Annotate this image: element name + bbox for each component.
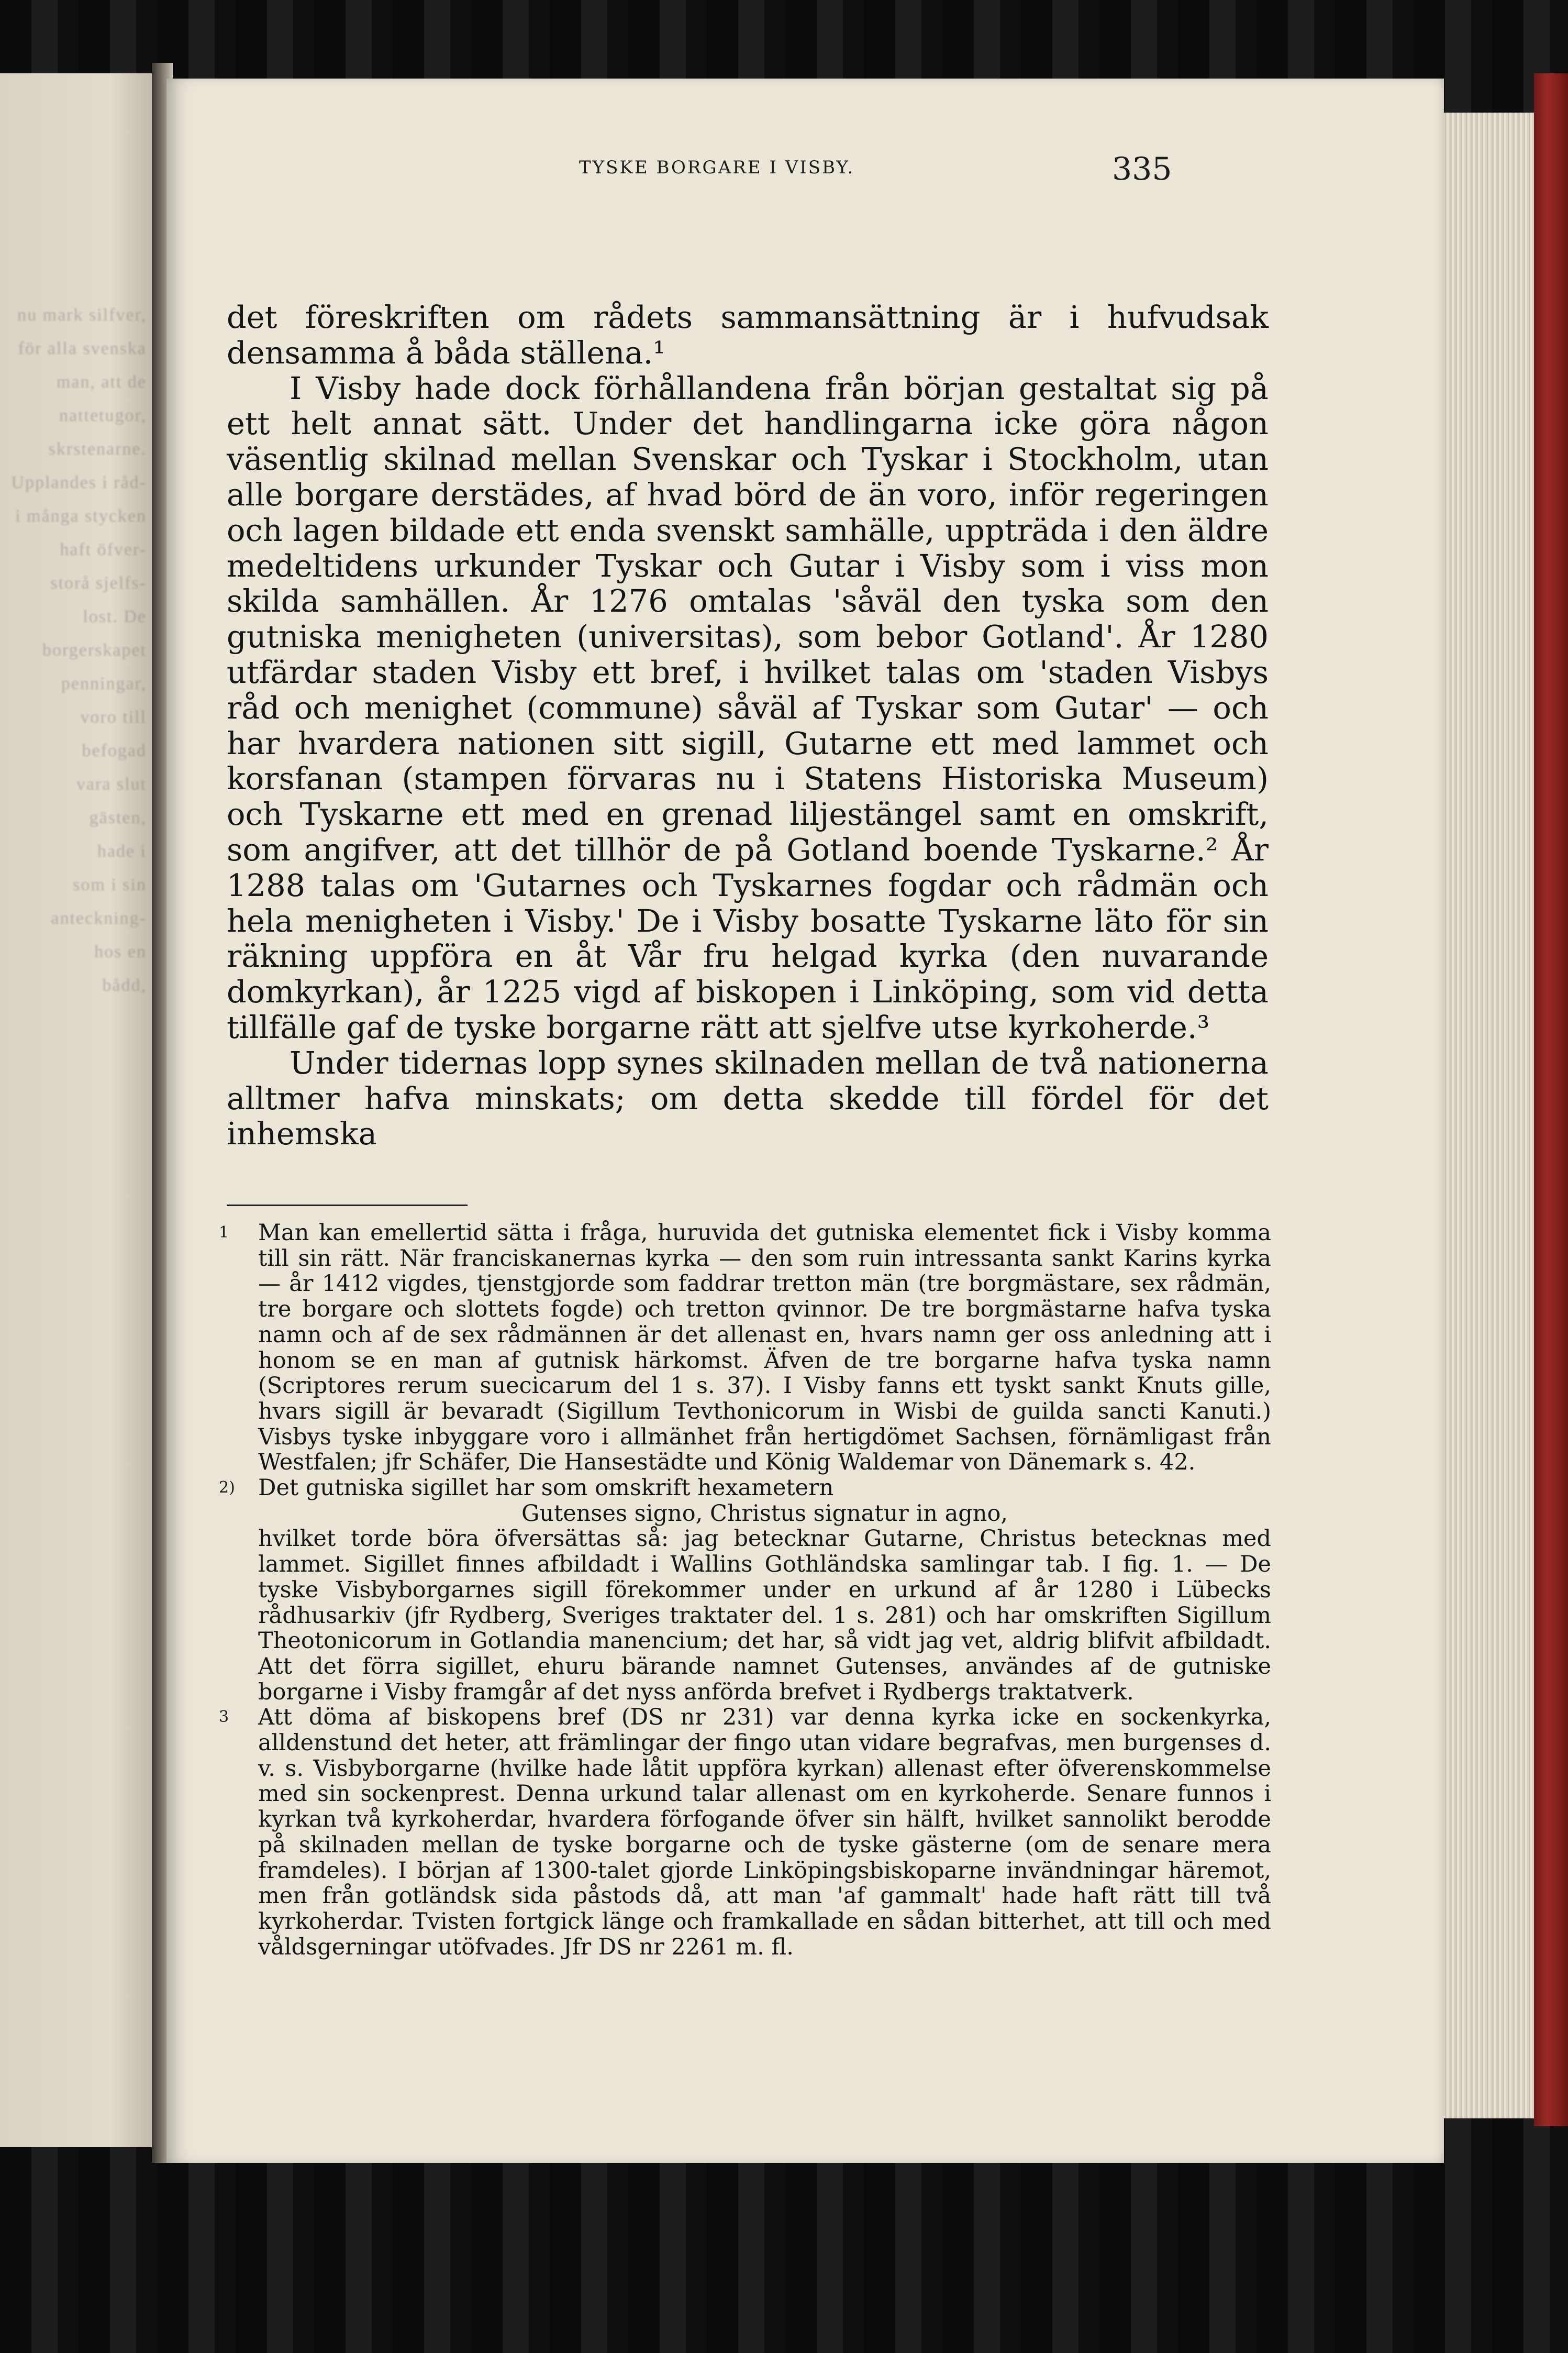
footnote — [219, 1475, 1271, 1501]
left-page-line: voro till — [80, 708, 147, 727]
left-page-line: Upplandes i råd- — [11, 473, 147, 492]
left-page-line: skrstenarne. — [48, 439, 147, 459]
left-page-line: befogad — [82, 741, 147, 760]
footnote-text: Man kan emellertid sätta i fråga, huruvida det gutniska elementet fick i Visby komma till sin rätt. När franciskanernas kyrka — den som ruin intressanta sankt Karins kyrka — år 1412 vigdes, tjenstgjorde som faddrar tretton män (tre borgmästare, sex rådmän, tre borgare och slottets fogde) och tretton qvinnor. De tre borgmästarne hafva tyska namn och af de sex rådmännen är det allenast en, hvars namn ger oss anledning att i honom se en man af gutnisk härkomst. Äfven de tre borgarne hafva tyska namn (Scriptores rerum suecicarum del 1 s. 37). I Visby fanns ett tyskt sankt Knuts gille, hvars sigill är bevaradt (Sigillum Tevthonicorum in Wisbi de guilda sancti Kanuti.) Visbys tyske inbyggare voro i allmänhet från hertigdömet Sachsen, förnämligast från Westfalen; jfr Schäfer, Die Hansestädte und König Waldemar von Dänemark s. 42. — [258, 1220, 1271, 1476]
left-page-line: som i sin — [73, 875, 147, 894]
left-page-line: bådd, — [102, 976, 147, 995]
body-text — [227, 300, 1269, 1152]
left-page-line: i många stycken — [15, 506, 147, 526]
footnote — [219, 1220, 1271, 1475]
left-page-line: för alla svenska — [18, 339, 147, 358]
running-head: TYSKE BORGARE I VISBY. — [579, 157, 855, 178]
paragraph: I Visby hade dock förhållandena från början gestaltat sig på ett helt annat sätt. Under det handlingarna icke göra någon väsentlig skilnad mellan Svenskar och Tyskar i Stockholm, utan alle borgare derstädes, af hvad börd de än voro, inför regeringen och lagen bildade ett enda svenskt samhälle, uppträda i den äldre medeltidens urkunder Tyskar och Gutar i Visby som i viss mon skilda samhällen. År 1276 omtalas 'såväl den tyska som den gutniska menigheten (universitas), som bebor Gotland'. År 1280 utfärdar staden Visby ett bref, i hvilket talas om 'staden Visbys råd och menighet (commune) såväl af Tyskar som Gutar' — och har hvardera nationen sitt sigill, Gutarne ett med lammet och korsfanan (stampen förvaras nu i Statens Historiska Museum) och Tyskarne ett med en grenad liljestängel samt en omskrift, som angifver, att det tillhör de på Gotland boende Tyskarne.² År 1288 talas om 'Gutarnes och Tyskarnes fogdar och rådmän och hela menigheten i Visby.' De i Visby bosatte Tyskarne läto för sin räkning uppföra en åt Vår fru helgad kyrka (den nuvarande domkyrkan), år 1225 vigd af biskopen i Linköping, som vid detta tillfälle gaf de tyske borgarne rätt att sjelfve utse kyrkoherde.³ — [227, 370, 1269, 1045]
left-page-line: man, att de — [56, 372, 147, 392]
footnote-verse: Gutenses signo, Christus signatur in agno, — [521, 1500, 1008, 1527]
left-page-line: borgerskapet — [42, 640, 147, 660]
left-page-line: vara slut — [76, 775, 147, 794]
footnote-marker: 2) — [219, 1478, 235, 1497]
footnote-rule — [227, 1205, 468, 1206]
left-page-line: hade i — [97, 842, 147, 861]
footnote-continuation: hvilket torde böra öfversättas så: jag betecknar Gutarne, Christus betecknas med lammet. Sigillet finnes afbildadt i Wallins Gothländska samlingar tab. I fig. 1. — De tyske Visbyborgarnes sigill förekommer under en urkund af år 1280 i Lübecks rådhusarkiv (jfr Rydberg, Sveriges traktater del. 1 s. 281) och har omskriften Sigillum Theotonicorum in Gotlandia manencium; det har, så vidt jag vet, aldrig blifvit afbildadt. Att det förra sigillet, ehuru bärande namnet Gutenses, användes af de gutniske borgarne i Visby framgår af det nyss anförda brefvet i Rydbergs traktatverk. — [258, 1526, 1271, 1705]
page-number: 335 — [1112, 151, 1172, 187]
left-page-line: hos en — [94, 942, 147, 962]
footnote-marker: 3 — [219, 1708, 229, 1727]
paragraph: det föreskriften om rådets sammansättning är i hufvudsak densamma å båda ställena.¹ — [227, 299, 1269, 371]
left-page-line: anteckning- — [51, 909, 147, 928]
book-page — [166, 79, 1444, 2163]
footnotes — [219, 1220, 1271, 1960]
footnote-text: Det gutniska sigillet har som omskrift hexametern — [258, 1475, 834, 1501]
book-cover-edge — [1534, 73, 1568, 2126]
left-page-line: haft öfver- — [60, 540, 147, 559]
footnote-text: Att döma af biskopens bref (DS nr 231) var denna kyrka icke en sockenkyrka, alldenstund det heter, att främlingar der fingo utan vidare begrafvas, men burgenses d. v. s. Visbyborgarne (hvilke hade låtit uppföra kyrkan) allenast efter öfverenskommelse med sin sockenprest. Denna urkund talar allenast om en kyrkoherde. Senare funnos i kyrkan två kyrkoherdar, hvardera förfogande öfver sin hälft, hvilket sannolikt berodde på skilnaden mellan de tyske borgarne och de tyske gästerne (om de senare mera framdeles). I början af 1300-talet gjorde Linköpingsbiskoparne invändningar häremot, men från gotländsk sida påstods då, att man 'af gammalt' hade haft rätt till två kyrkoherdar. Tvisten fortgick länge och framkallade en sådan bitterhet, att till och med våldsgerningar utöfvades. Jfr DS nr 2261 m. fl. — [258, 1704, 1271, 1960]
left-page-line: nu mark silfver, — [17, 305, 147, 325]
left-page-text — [0, 299, 147, 1002]
footnote-marker: 1 — [219, 1223, 229, 1242]
left-page-edge — [0, 73, 157, 2147]
left-page-line: penningar, — [61, 674, 147, 693]
left-page-line: lost. De — [83, 607, 147, 626]
left-page-line: gästen, — [89, 808, 147, 827]
left-page-line: storå sjelfs- — [50, 573, 147, 593]
left-page-line: nattetugor, — [59, 406, 147, 425]
paragraph: Under tidernas lopp synes skilnaden mellan de två nationerna alltmer hafva minskats; om detta skedde till fördel för det inhemska — [227, 1044, 1269, 1152]
footnote — [219, 1705, 1271, 1960]
